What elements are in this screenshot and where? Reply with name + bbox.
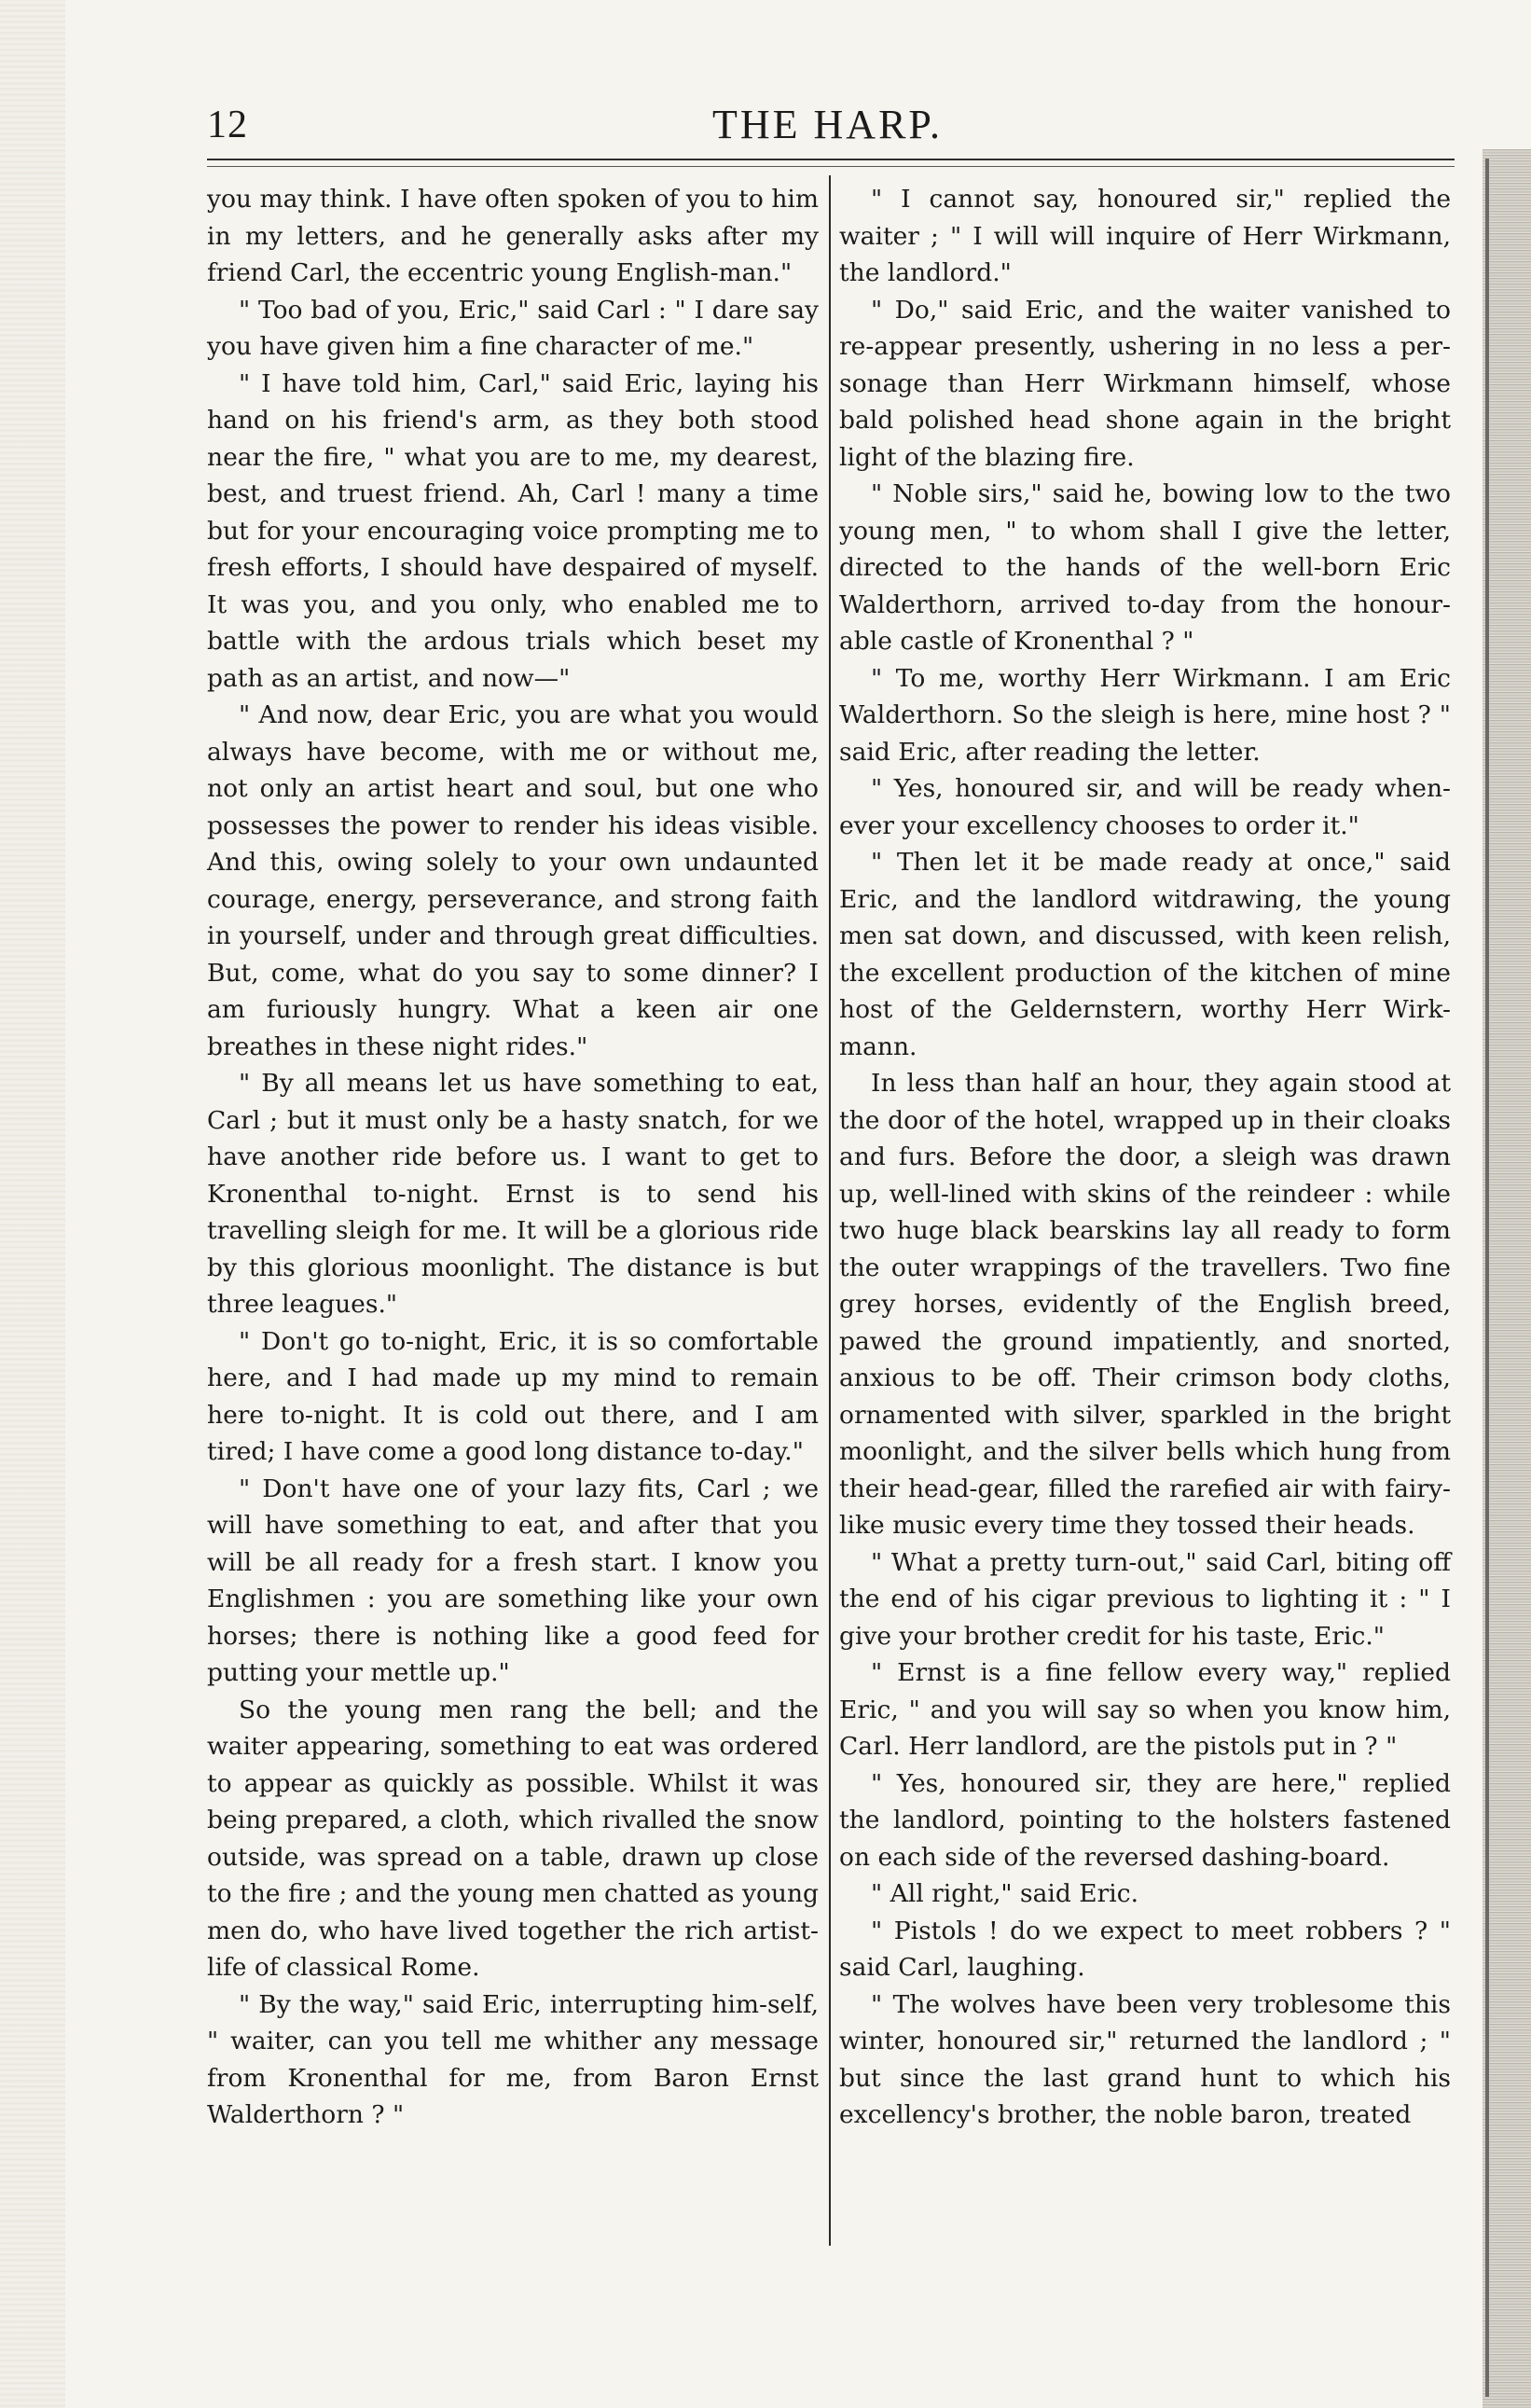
left-column	[207, 181, 819, 2134]
paragraph: " I cannot say, honoured sir," replied the waiter ; " I will will inquire of Herr Wirkmann, the landlord."	[839, 185, 1451, 287]
paragraph: " By all means let us have something to eat, Carl ; but it must only be a hasty snatch, for we have another ride before us. I want to get to Kronenthal to-night. Ernst is to send his travelling sleigh for me. It will be a glorious ride by this glorious moonlight. The distance is but three leagues."	[207, 1069, 819, 1319]
paragraph: " All right," said Eric.	[871, 1879, 1138, 1908]
paragraph: In less than half an hour, they again stood at the door of the hotel, wrapped up in their cloaks and furs. Before the door, a sleigh was drawn up, well-lined with skins of the reindeer : while two huge black bearskins lay all ready to form the outer wrappings of the travellers. Two fine grey horses, evidently of the English breed, pawed the ground impatiently, and snorted, anxious to be off. Their crimson body cloths, ornamented with silver, sparkled in the bright moonlight, and the silver bells which hung from their head-gear, filled the rarefied air with fairy-like music every time they tossed their heads.	[839, 1069, 1451, 1540]
paragraph: So the young men rang the bell; and the waiter appearing, something to eat was ordered to appear as quickly as possible. Whilst it was being prepared, a cloth, which rivalled the snow outside, was spread on a table, drawn up close to the fire ; and the young men chatted as young men do, who have lived together the rich artist-life of classical Rome.	[207, 1695, 819, 1982]
paragraph: " Don't have one of your lazy fits, Carl ; we will have something to eat, and after that you will be all ready for a fresh start. I know you Englishmen : you are something like your own horses; there is nothing like a good feed for putting your mettle up."	[207, 1474, 819, 1687]
paragraph: " Yes, honoured sir, and will be ready when-ever your excellency chooses to order it."	[839, 774, 1451, 840]
header-rule-top	[207, 159, 1455, 160]
paragraph: " Then let it be made ready at once," said Eric, and the landlord witdrawing, the young men sat down, and discussed, with keen relish, the excellent production of the kitchen of mine host of the Geldernstern, worthy Herr Wirk-mann.	[839, 848, 1451, 1061]
paragraph: " By the way," said Eric, interrupting him-self, " waiter, can you tell me whither any message from Kronenthal for me, from Baron Ernst Walderthorn ? "	[207, 1989, 819, 2129]
paragraph: " To me, worthy Herr Wirkmann. I am Eric Walderthorn. So the sleigh is here, mine host ? " said Eric, after reading the letter.	[839, 663, 1451, 767]
paragraph: you may think. I have often spoken of you to him in my letters, and he generally asks after my friend Carl, the eccentric young English-man."	[207, 185, 819, 287]
page-edge-right	[1483, 149, 1531, 2408]
paragraph: " Yes, honoured sir, they are here," replied the landlord, pointing to the holsters fastened on each side of the reversed dashing-board.	[839, 1768, 1451, 1872]
running-title: THE HARP.	[712, 102, 944, 147]
paragraph: " What a pretty turn-out," said Carl, biting off the end of his cigar previous to lighting it : " I give your brother credit for his taste, Eric."	[839, 1547, 1451, 1651]
page-header	[207, 101, 1455, 157]
page-number: 12	[207, 104, 248, 146]
paragraph: " Pistols ! do we expect to meet robbers ? " said Carl, laughing.	[839, 1916, 1451, 1982]
paragraph: " The wolves have been very troblesome this winter, honoured sir," returned the landlord ; " but since the last grand hunt to which his excellency's brother, the noble baron, treated	[839, 1989, 1451, 2129]
paragraph: " Don't go to-night, Eric, it is so comfortable here, and I had made up my mind to remain here to-night. It is cold out there, and I am tired; I have come a good long distance to-day."	[207, 1326, 819, 1466]
paragraph: " Too bad of you, Eric," said Carl : " I dare say you have given him a fine character of me."	[207, 295, 819, 361]
paragraph: " Noble sirs," said he, bowing low to the two young men, " to whom shall I give the letter, directed to the hands of the well-born Eric Walderthorn, arrived to-day from the honour-able castle of Kronenthal ? "	[839, 479, 1451, 656]
header-rule-bottom	[207, 166, 1455, 167]
paragraph: " And now, dear Eric, you are what you would always have become, with me or without me, not only an artist heart and soul, but one who possesses the power to render his ideas visible. And this, owing solely to your own undaunted courage, energy, perseverance, and strong faith in yourself, under and through great difficulties. But, come, what do you say to some dinner? I am furiously hungry. What a keen air one breathes in these night rides."	[207, 700, 819, 1061]
binding-rule	[1485, 159, 1489, 2397]
page-edge-left	[0, 0, 65, 2408]
paragraph: " Ernst is a fine fellow every way," replied Eric, " and you will say so when you know him, Carl. Herr landlord, are the pistols put in ? "	[839, 1658, 1451, 1761]
paragraph: " I have told him, Carl," said Eric, laying his hand on his friend's arm, as they both stood near the fire, " what you are to me, my dearest, best, and truest friend. Ah, Carl ! many a time but for your encouraging voice prompting me to fresh efforts, I should have despaired of myself. It was you, and you only, who enabled me to battle with the ardous trials which beset my path as an artist, and now—"	[207, 368, 819, 693]
paragraph: " Do," said Eric, and the waiter vanished to re-appear presently, ushering in no less a per-sonage than Herr Wirkmann himself, whose bald polished head shone again in the bright light of the blazing fire.	[839, 295, 1451, 472]
right-column	[839, 181, 1451, 2134]
column-divider	[829, 175, 831, 2246]
